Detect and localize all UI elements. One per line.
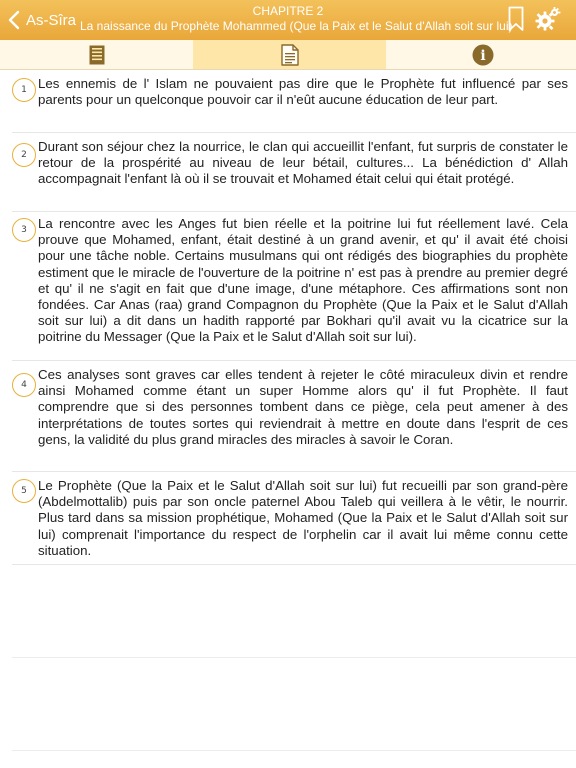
bookmark-icon[interactable] xyxy=(508,6,524,32)
chapter-title: CHAPITRE 2 xyxy=(252,4,324,18)
paragraph-number: 1 xyxy=(12,78,36,102)
document-icon xyxy=(281,44,299,66)
empty-row xyxy=(12,658,576,751)
back-button[interactable] xyxy=(8,8,76,32)
paragraph-text: Ces analyses sont graves car elles tendent à rejeter le côté miraculeux divin et rendre ainsi Mohamed comme étant un super Homme alors qu' il fut Prophète. Il faut comprendre que si des personnes tombent dans ce piège, cela peut amener à des interprétations de toutes sortes qui reviendrait à mettre en doute dans l'esprit de ces gens, la validité du plus grand miracles des miracles à savoir le Coran. xyxy=(38,367,568,447)
back-label: As-Sîra xyxy=(26,11,77,29)
paragraph-text: La rencontre avec les Anges fut bien réelle et la poitrine lui fut réellement lavé. Cela prouve que Mohamed, enfant, était destiné à un grand avenir, et qu' il avait été choisi pour une tâche noble. Certains musulmans qui ont rédigés des biographies du prophète estiment que le miracle de l'ouverture de la poitrine n' est pas à prendre au premier degré et qu' il ne s'agit en fait que d'une image, d'une métaphore. Ces affirmations sont non fondées. Car Anas (raa) grand Compagnon du Prophète (Que la Paix et le Salut d'Allah soit sur lui) a dit dans un hadith rapporté par Bokhari qu'il avait vu la cicatrice sur la poitrine du Messager (Que la Paix et le Salut d'Allah soit sur lui). xyxy=(38,216,568,345)
header-bar xyxy=(0,0,576,40)
paragraph-number: 2 xyxy=(12,143,36,167)
paragraph-text: Le Prophète (Que la Paix et le Salut d'Allah soit sur lui) fut recueilli par son grand-père (Abdelmottalib) puis par son oncle paternel Abou Taleb qui veillera à le vêtir, le nourrir. Plus tard dans sa mission prophétique, Mohamed (Que la Paix et le Salut d'Allah soit sur lui) comprenait l'importance du respect de l'orphelin car il avait lui même connu cette situation. xyxy=(38,478,568,558)
tab-bar xyxy=(0,40,576,70)
info-icon-glyph: i xyxy=(479,47,486,64)
list-item xyxy=(12,70,576,133)
paragraph-number: 3 xyxy=(12,218,36,242)
paragraph-text: Les ennemis de l' Islam ne pouvaient pas dire que le Prophète fut influencé par ses parents pour un quelconque pouvoir car il n'eût aucune éducation de leur part. xyxy=(38,76,568,108)
paragraph-text: Durant son séjour chez la nourrice, le clan qui accueillit l'enfant, fut surpris de constater le retour de la prospérité au niveau de leur bétail, cultures... La bénédiction d' Allah accompagnait l'enfant là où il se trouvait et Mohamed était celui qui était protégé. xyxy=(38,139,568,187)
paragraph-list[interactable] xyxy=(0,70,576,751)
list-icon xyxy=(89,45,105,65)
list-item xyxy=(12,133,576,212)
gear-icon[interactable] xyxy=(535,6,561,32)
tab-document[interactable] xyxy=(193,40,386,69)
chapter-subtitle: La naissance du Prophète Mohammed (Que la Paix et le Salut d'Allah soit sur lui) xyxy=(80,19,513,33)
paragraph-number: 5 xyxy=(12,479,36,503)
empty-row xyxy=(12,565,576,658)
list-item xyxy=(12,472,576,565)
info-icon xyxy=(472,44,494,66)
tab-list[interactable] xyxy=(0,40,193,69)
header-titles xyxy=(80,4,513,34)
paragraph-number: 4 xyxy=(12,373,36,397)
tab-info[interactable] xyxy=(386,40,576,69)
list-item xyxy=(12,361,576,472)
chevron-left-icon xyxy=(8,10,20,30)
list-item xyxy=(12,212,576,361)
